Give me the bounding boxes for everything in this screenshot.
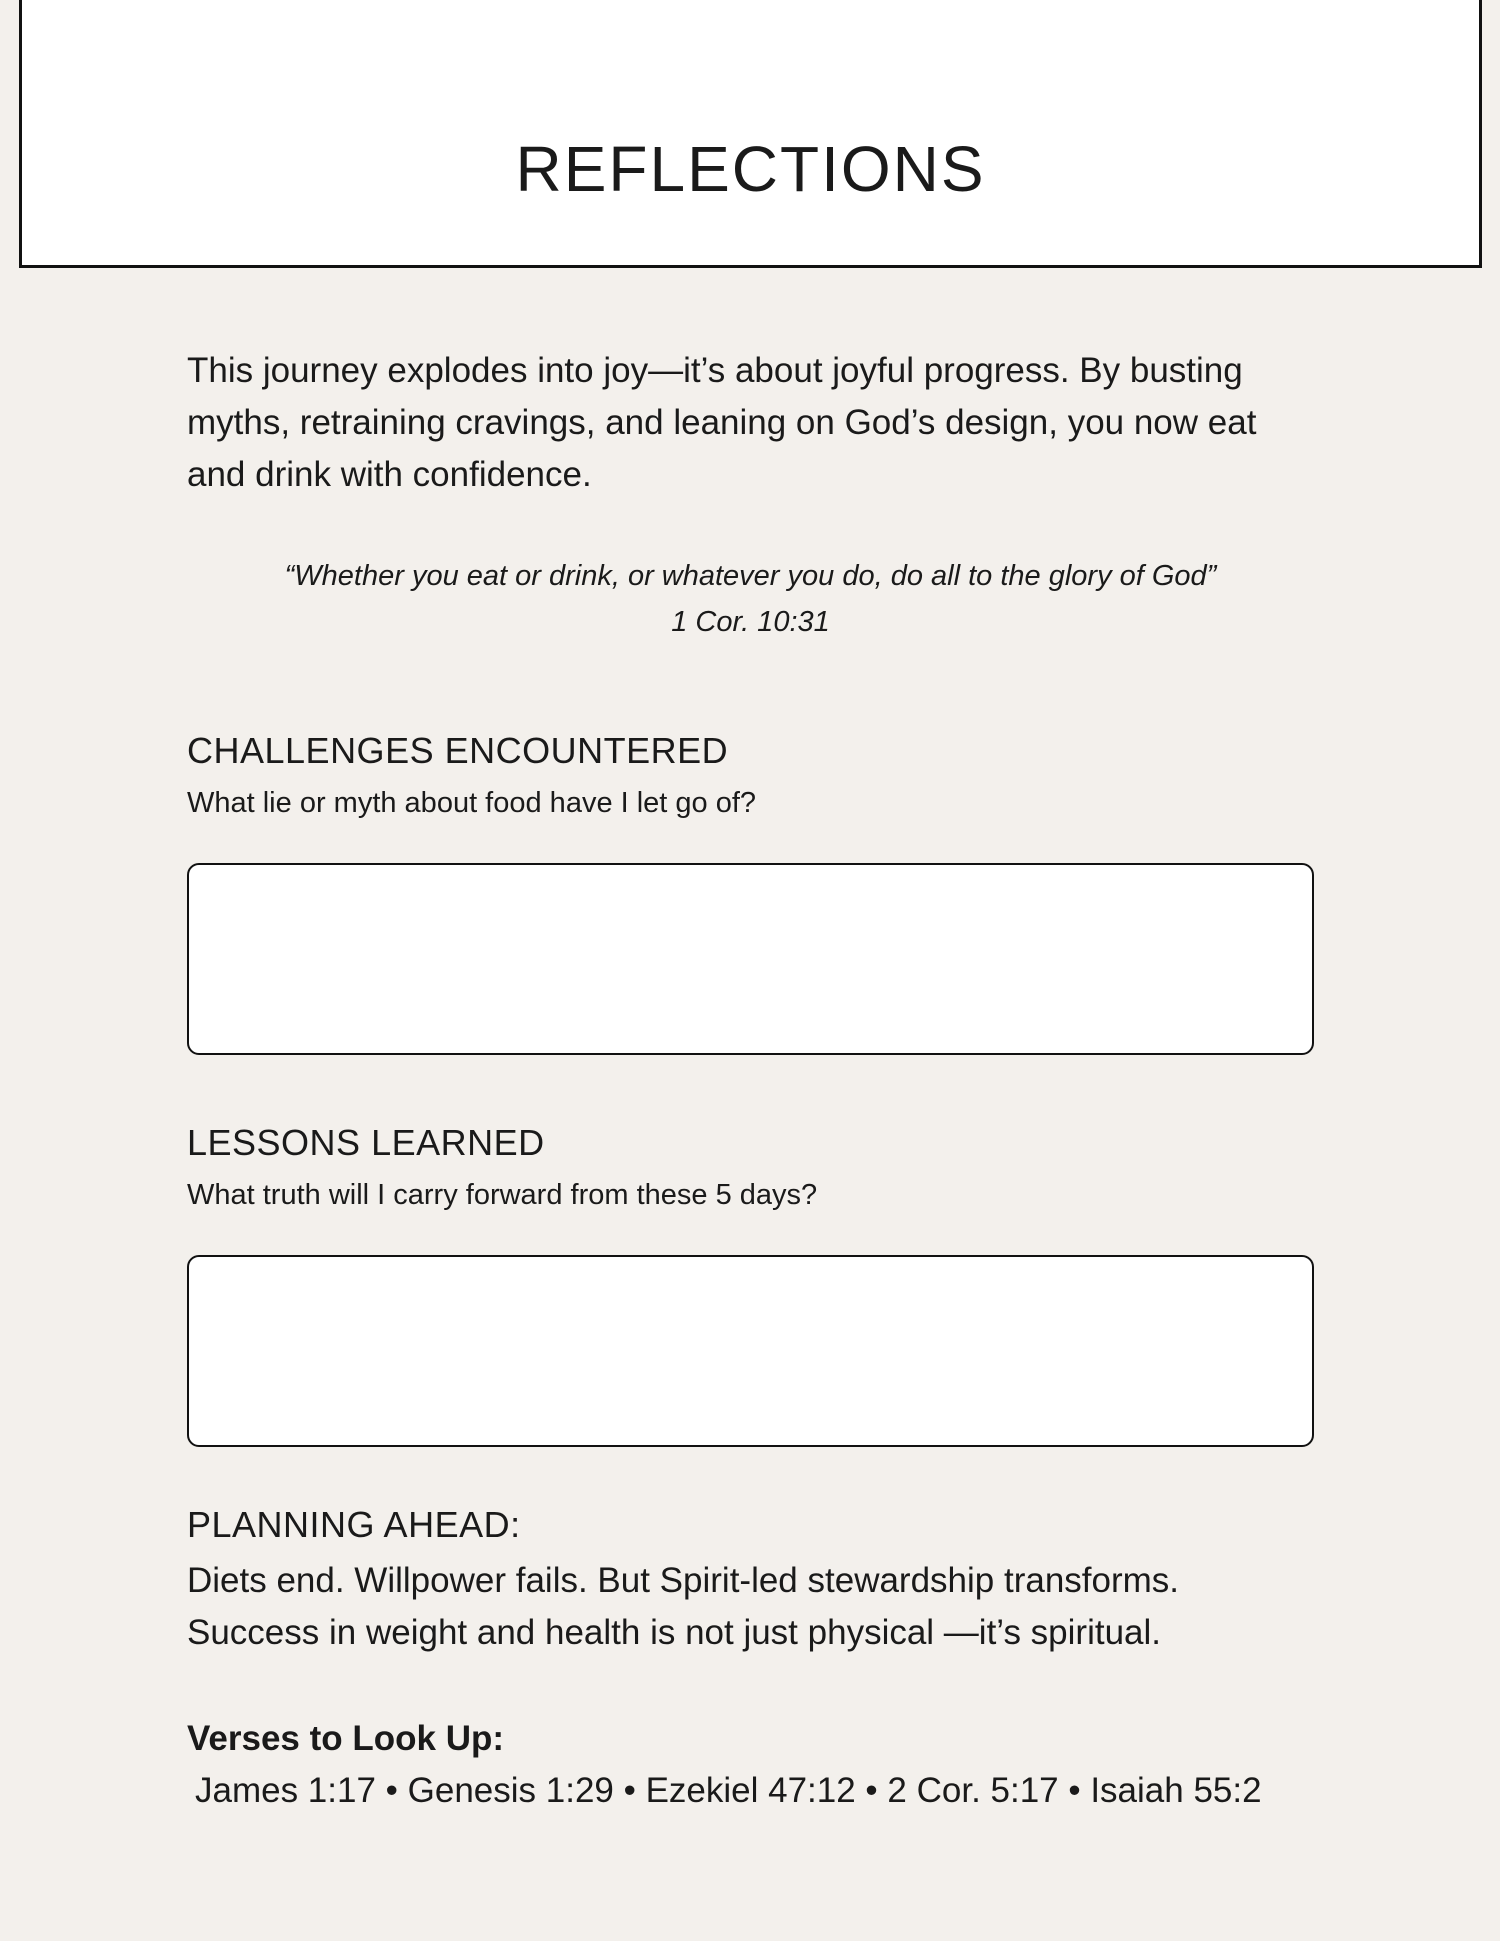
challenges-section: [187, 729, 1314, 1055]
header-box: [19, 0, 1482, 268]
challenges-heading: CHALLENGES ENCOUNTERED: [187, 730, 729, 771]
intro-paragraph: This journey explodes into joy—it’s about joyful progress. By busting myths, retraining cravings, and leaning on God’s design, you now eat and drink with confidence.: [187, 351, 1257, 494]
lessons-heading: LESSONS LEARNED: [187, 1122, 545, 1163]
lessons-section: [187, 1121, 1314, 1447]
lessons-prompt: What truth will I carry forward from these 5 days?: [187, 1179, 818, 1211]
verses-list: James 1:17 • Genesis 1:29 • Ezekiel 47:12 • 2 Cor. 5:17 • Isaiah 55:2: [195, 1771, 1262, 1810]
planning-section: [187, 1503, 1314, 1659]
planning-body: Diets end. Willpower fails. But Spirit-led stewardship transforms. Success in weight and health is not just physical —it’s spiritual.: [187, 1561, 1180, 1652]
verses-heading: Verses to Look Up:: [187, 1719, 505, 1758]
quote-text: “Whether you eat or drink, or whatever you do, do all to the glory of God”: [284, 560, 1217, 592]
lessons-answer-box[interactable]: [187, 1255, 1314, 1447]
challenges-answer-box[interactable]: [187, 863, 1314, 1055]
scripture-quote: [187, 553, 1314, 645]
page-title: REFLECTIONS: [515, 133, 986, 205]
challenges-prompt: What lie or myth about food have I let go of?: [187, 787, 757, 819]
planning-heading: PLANNING AHEAD:: [187, 1504, 521, 1545]
quote-reference: 1 Cor. 10:31: [671, 606, 830, 638]
main-content: [187, 345, 1314, 1815]
